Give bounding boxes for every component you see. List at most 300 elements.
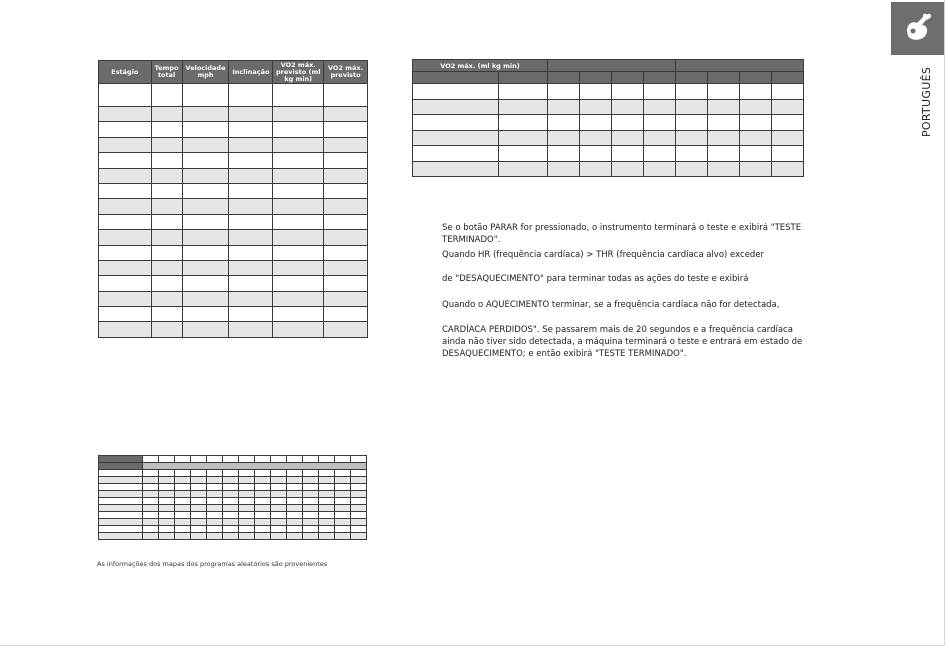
table-cell <box>287 505 303 512</box>
table-cell <box>644 146 676 162</box>
table-row <box>99 276 368 291</box>
table-cell <box>255 484 271 491</box>
table-cell <box>335 519 351 526</box>
table-cell <box>708 115 740 131</box>
table-cell <box>324 84 368 107</box>
table-cell <box>324 276 368 291</box>
table-cell <box>175 456 191 463</box>
table-cell <box>191 470 207 477</box>
table-cell <box>287 533 303 540</box>
table-cell <box>229 230 273 245</box>
table-cell <box>255 491 271 498</box>
table-row <box>413 115 804 131</box>
table-cell <box>229 168 273 183</box>
footnote: As informações dos mapas dos programas aleatórios são provenientes <box>97 560 328 568</box>
table-cell <box>499 130 548 146</box>
table-cell <box>644 84 676 100</box>
table-cell <box>159 456 175 463</box>
table-cell <box>151 276 182 291</box>
table-cell <box>255 456 271 463</box>
table-cell <box>580 146 612 162</box>
table-cell <box>351 533 367 540</box>
table-cell <box>772 130 804 146</box>
paragraph-warmup-end: Quando o AQUECIMENTO terminar, se a frequência cardíaca não for detectada, <box>442 300 780 310</box>
table-cell <box>772 146 804 162</box>
table-cell <box>151 307 182 322</box>
table-cell <box>99 214 152 229</box>
col-estagio: Estágio <box>99 61 152 84</box>
table-cell <box>239 470 255 477</box>
table-cell <box>708 84 740 100</box>
table-cell <box>499 99 548 115</box>
table-cell <box>207 533 223 540</box>
table-cell <box>335 470 351 477</box>
table-cell <box>413 130 499 146</box>
table-row <box>99 512 367 519</box>
table-row <box>99 322 368 337</box>
table-cell <box>143 498 159 505</box>
table-cell <box>287 491 303 498</box>
table-cell <box>99 491 143 498</box>
table-cell <box>223 484 239 491</box>
table-cell <box>99 477 143 484</box>
table-cell <box>287 526 303 533</box>
table-cell <box>273 137 324 152</box>
table-cell <box>287 498 303 505</box>
table-cell <box>612 99 644 115</box>
table-cell <box>99 84 152 107</box>
language-label: PORTUGUÊS <box>920 66 933 137</box>
table-cell <box>324 137 368 152</box>
table-cell <box>159 526 175 533</box>
table-cell <box>182 230 229 245</box>
table-cell <box>413 146 499 162</box>
table-cell <box>99 322 152 337</box>
vo2-table <box>412 59 804 177</box>
table-cell <box>271 456 287 463</box>
table-cell <box>580 161 612 177</box>
table-cell <box>324 214 368 229</box>
table-cell <box>548 161 580 177</box>
table-cell <box>175 519 191 526</box>
table-cell <box>255 498 271 505</box>
table-cell <box>271 484 287 491</box>
table-cell <box>740 99 772 115</box>
col-tempo-total: Tempo total <box>151 61 182 84</box>
table-cell <box>324 199 368 214</box>
table-cell <box>239 491 255 498</box>
table-cell <box>580 99 612 115</box>
vo2-header-label: VO2 máx. (ml kg min) <box>413 60 548 72</box>
table-cell <box>182 307 229 322</box>
table-cell <box>223 491 239 498</box>
table-cell <box>319 512 335 519</box>
table-cell <box>772 115 804 131</box>
paragraph-stop-button: Se o botão PARAR for pressionado, o instrumento terminará o teste e exibirá "TESTE TERMINADO". <box>442 223 802 245</box>
table-cell <box>351 477 367 484</box>
table-cell <box>229 84 273 107</box>
table-cell <box>159 498 175 505</box>
table-cell <box>273 291 324 306</box>
table-cell <box>335 533 351 540</box>
table-cell <box>351 526 367 533</box>
table-cell <box>740 115 772 131</box>
table-cell <box>99 168 152 183</box>
table-cell <box>772 84 804 100</box>
table-cell <box>175 498 191 505</box>
vo2-table-header <box>413 60 804 72</box>
table-cell <box>708 146 740 162</box>
table-cell <box>413 115 499 131</box>
table-cell <box>239 505 255 512</box>
paragraph-hr-lost: CARDÍACA PERDIDOS". Se passarem mais de 20 segundos e a frequência cardíaca ainda não tiver sido detectada, a máquina terminará o teste e entrará em estado de DESAQUECIMENTO; e então exibirá "TESTE TERMINADO". <box>442 325 803 359</box>
col-vo2-previsto: VO2 máx. previsto <box>324 61 368 84</box>
table-cell <box>273 107 324 122</box>
table-cell <box>324 245 368 260</box>
vo2-header-group-1 <box>548 60 676 72</box>
table-row <box>99 107 368 122</box>
table-cell <box>335 512 351 519</box>
table-cell <box>319 491 335 498</box>
table-cell <box>499 84 548 100</box>
table-cell <box>580 115 612 131</box>
table-cell <box>99 307 152 322</box>
table-cell <box>151 245 182 260</box>
table-cell <box>223 498 239 505</box>
table-cell <box>273 307 324 322</box>
table-cell <box>151 153 182 168</box>
table-cell <box>143 463 367 470</box>
table-cell <box>159 533 175 540</box>
table-cell <box>151 260 182 275</box>
table-cell <box>191 519 207 526</box>
table-row <box>99 168 368 183</box>
table-cell <box>287 470 303 477</box>
table-cell <box>151 183 182 198</box>
table-cell <box>239 484 255 491</box>
table-row <box>99 519 367 526</box>
table-cell <box>175 491 191 498</box>
table-cell <box>207 456 223 463</box>
table-cell <box>99 153 152 168</box>
table-cell <box>182 245 229 260</box>
table-cell <box>271 533 287 540</box>
table-cell <box>255 470 271 477</box>
col-inclinacao: Inclinação <box>229 61 273 84</box>
table-cell <box>151 137 182 152</box>
table-cell <box>413 84 499 100</box>
table-cell <box>255 526 271 533</box>
table-cell <box>182 291 229 306</box>
table-cell <box>644 161 676 177</box>
table-cell <box>99 199 152 214</box>
table-cell <box>303 477 319 484</box>
table-cell <box>239 512 255 519</box>
table-cell <box>143 526 159 533</box>
table-cell <box>580 130 612 146</box>
table-cell <box>303 484 319 491</box>
stage-table <box>98 60 368 338</box>
table-cell <box>351 484 367 491</box>
table-cell <box>99 533 143 540</box>
table-cell <box>229 107 273 122</box>
table-cell <box>287 477 303 484</box>
table-cell <box>207 477 223 484</box>
table-cell <box>223 512 239 519</box>
table-row <box>99 498 367 505</box>
table-cell <box>676 130 708 146</box>
table-cell <box>335 526 351 533</box>
col-velocidade: Velocidade mph <box>182 61 229 84</box>
table-cell <box>151 322 182 337</box>
table-cell <box>303 491 319 498</box>
table-cell <box>159 519 175 526</box>
table-cell <box>182 122 229 137</box>
table-cell <box>99 505 143 512</box>
table-cell <box>229 260 273 275</box>
table-cell <box>351 519 367 526</box>
table-cell <box>99 526 143 533</box>
table-cell <box>324 168 368 183</box>
table-cell <box>99 470 143 477</box>
table-cell <box>239 498 255 505</box>
table-cell <box>303 456 319 463</box>
table-cell <box>151 214 182 229</box>
table-row <box>99 463 367 470</box>
table-cell <box>99 498 143 505</box>
table-cell <box>708 99 740 115</box>
table-cell <box>191 456 207 463</box>
table-row <box>99 470 367 477</box>
table-cell <box>223 477 239 484</box>
table-cell <box>273 276 324 291</box>
table-cell <box>676 84 708 100</box>
table-cell <box>159 477 175 484</box>
table-cell <box>151 84 182 107</box>
table-cell <box>271 491 287 498</box>
table-cell <box>324 153 368 168</box>
table-cell <box>255 533 271 540</box>
table-cell <box>229 214 273 229</box>
table-row <box>99 199 368 214</box>
table-cell <box>229 276 273 291</box>
table-cell <box>143 505 159 512</box>
table-cell <box>740 130 772 146</box>
table-row <box>99 214 368 229</box>
table-cell <box>182 214 229 229</box>
table-cell <box>548 130 580 146</box>
table-cell <box>287 456 303 463</box>
table-cell <box>175 505 191 512</box>
table-cell <box>351 498 367 505</box>
page-edge-bottom <box>0 645 945 646</box>
table-cell <box>99 137 152 152</box>
table-cell <box>182 84 229 107</box>
table-cell <box>287 519 303 526</box>
table-cell <box>335 491 351 498</box>
table-cell <box>99 519 143 526</box>
table-cell <box>499 146 548 162</box>
table-cell <box>772 161 804 177</box>
table-cell <box>151 291 182 306</box>
table-cell <box>303 519 319 526</box>
col-vo2-previsto-ml: VO2 máx. previsto (ml kg min) <box>273 61 324 84</box>
table-cell <box>644 130 676 146</box>
table-row <box>99 456 367 463</box>
table-cell <box>335 484 351 491</box>
table-cell <box>229 199 273 214</box>
table-cell <box>319 456 335 463</box>
table-cell <box>239 456 255 463</box>
table-cell <box>273 260 324 275</box>
table-cell <box>271 512 287 519</box>
table-cell <box>273 122 324 137</box>
table-cell <box>273 168 324 183</box>
table-cell <box>191 477 207 484</box>
table-cell <box>273 153 324 168</box>
table-cell <box>548 84 580 100</box>
table-cell <box>255 505 271 512</box>
table-cell <box>580 84 612 100</box>
table-cell <box>175 533 191 540</box>
table-cell <box>99 230 152 245</box>
table-cell <box>351 470 367 477</box>
table-cell <box>229 291 273 306</box>
table-row <box>99 122 368 137</box>
table-cell <box>229 122 273 137</box>
table-cell <box>324 322 368 337</box>
logo-tab <box>891 2 944 55</box>
table-cell <box>207 512 223 519</box>
table-cell <box>644 99 676 115</box>
table-cell <box>319 533 335 540</box>
table-cell <box>182 183 229 198</box>
table-cell <box>229 183 273 198</box>
table-cell <box>273 84 324 107</box>
table-cell <box>324 183 368 198</box>
table-cell <box>319 526 335 533</box>
table-cell <box>159 484 175 491</box>
table-cell <box>413 99 499 115</box>
table-cell <box>207 498 223 505</box>
table-row <box>99 137 368 152</box>
table-cell <box>99 456 143 463</box>
table-row <box>99 84 368 107</box>
table-cell <box>612 146 644 162</box>
table-cell <box>151 168 182 183</box>
table-cell <box>740 161 772 177</box>
table-cell <box>191 484 207 491</box>
table-cell <box>143 484 159 491</box>
table-cell <box>182 199 229 214</box>
table-cell <box>159 512 175 519</box>
table-cell <box>99 512 143 519</box>
table-row <box>99 245 368 260</box>
page-edge-right <box>944 0 945 646</box>
stage-table-header <box>99 61 368 84</box>
table-row <box>99 491 367 498</box>
table-cell <box>143 470 159 477</box>
table-cell <box>273 183 324 198</box>
table-cell <box>273 199 324 214</box>
table-cell <box>287 512 303 519</box>
table-cell <box>159 470 175 477</box>
table-cell <box>182 322 229 337</box>
table-row <box>99 484 367 491</box>
vo2-header-group-2 <box>676 60 804 72</box>
table-cell <box>273 322 324 337</box>
table-cell <box>182 153 229 168</box>
table-cell <box>319 498 335 505</box>
table-cell <box>223 470 239 477</box>
table-cell <box>175 512 191 519</box>
table-cell <box>175 484 191 491</box>
table-row <box>99 533 367 540</box>
table-cell <box>99 183 152 198</box>
table-cell <box>324 260 368 275</box>
table-cell <box>319 505 335 512</box>
table-cell <box>207 505 223 512</box>
table-cell <box>303 533 319 540</box>
table-cell <box>207 470 223 477</box>
table-cell <box>676 99 708 115</box>
table-row <box>99 291 368 306</box>
table-cell <box>335 477 351 484</box>
table-cell <box>271 519 287 526</box>
paragraph-cooldown: de "DESAQUECIMENTO" para terminar todas as ações do teste e exibirá <box>442 274 749 284</box>
table-cell <box>303 526 319 533</box>
table-row <box>413 146 804 162</box>
table-cell <box>351 456 367 463</box>
table-row <box>99 307 368 322</box>
table-cell <box>207 484 223 491</box>
table-cell <box>740 146 772 162</box>
table-cell <box>319 484 335 491</box>
table-row <box>413 99 804 115</box>
table-cell <box>351 491 367 498</box>
table-cell <box>143 512 159 519</box>
table-cell <box>239 519 255 526</box>
table-cell <box>548 115 580 131</box>
table-cell <box>271 526 287 533</box>
random-program-table <box>98 455 367 540</box>
table-cell <box>99 122 152 137</box>
table-cell <box>676 146 708 162</box>
table-row <box>413 84 804 100</box>
table-cell <box>273 245 324 260</box>
table-cell <box>271 498 287 505</box>
table-row <box>99 183 368 198</box>
table-cell <box>229 245 273 260</box>
table-row <box>99 153 368 168</box>
table-cell <box>207 491 223 498</box>
table-cell <box>499 115 548 131</box>
table-cell <box>159 491 175 498</box>
table-cell <box>99 463 143 470</box>
table-cell <box>223 533 239 540</box>
table-cell <box>229 322 273 337</box>
table-cell <box>335 456 351 463</box>
table-cell <box>182 137 229 152</box>
table-cell <box>229 307 273 322</box>
table-cell <box>99 245 152 260</box>
table-cell <box>303 498 319 505</box>
table-cell <box>271 505 287 512</box>
table-cell <box>319 477 335 484</box>
table-cell <box>324 122 368 137</box>
table-cell <box>143 477 159 484</box>
table-cell <box>239 526 255 533</box>
